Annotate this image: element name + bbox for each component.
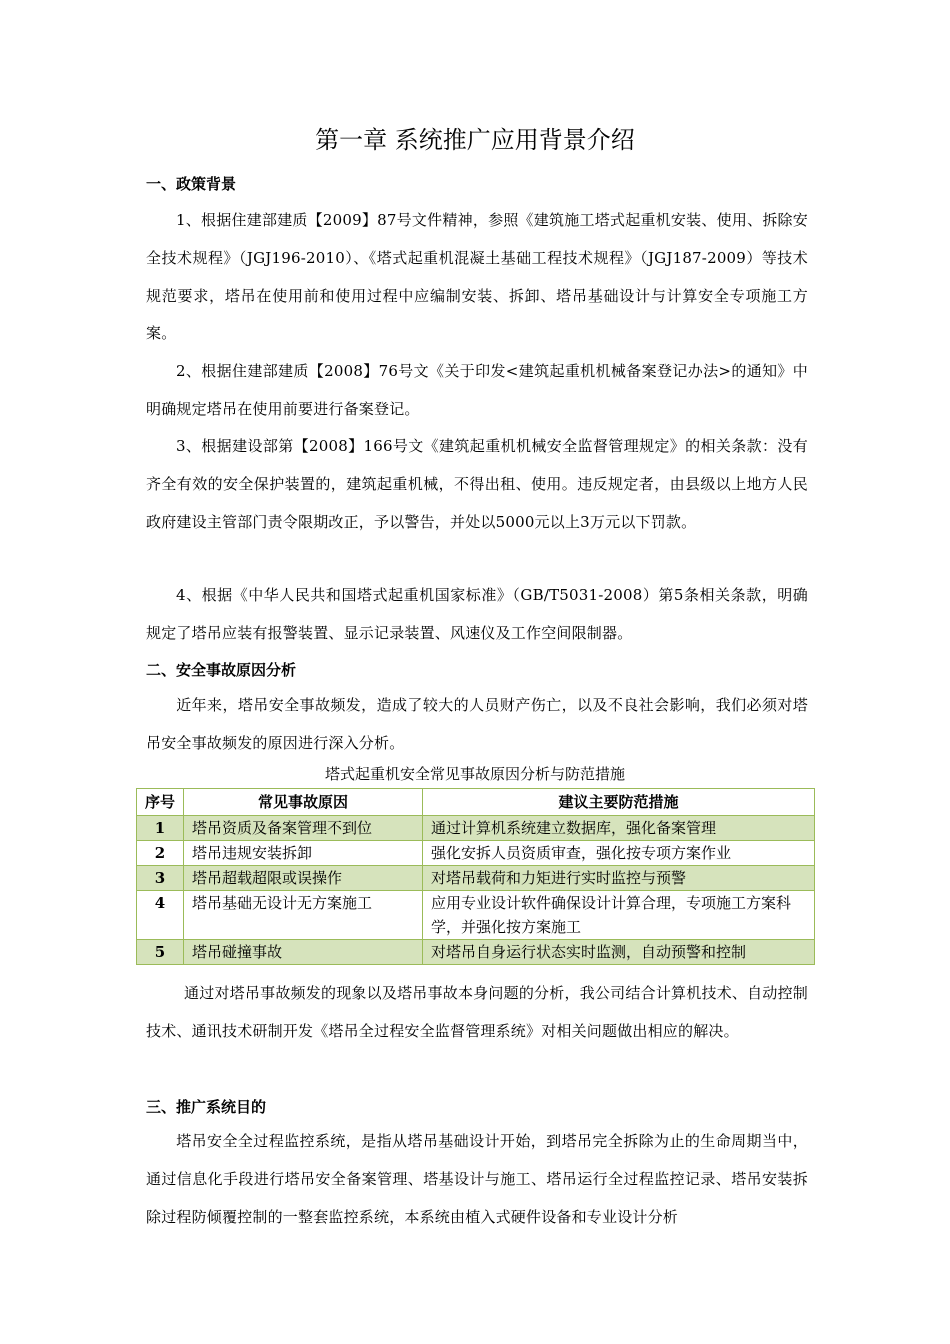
table-row bbox=[137, 940, 815, 965]
paragraph-policy-1 bbox=[146, 202, 808, 353]
row-cause: 塔吊超载超限或误操作 bbox=[184, 866, 423, 891]
section-heading-policy: 一、政策背景 bbox=[146, 175, 237, 193]
row-no: 4 bbox=[137, 891, 184, 940]
paragraph-text: 通过对塔吊事故频发的现象以及塔吊事故本身问题的分析，我公司结合计算机技术、自动控制技术、通讯技术研制开发《塔吊全过程安全监督管理系统》对相关问题做出相应的解决。 bbox=[146, 984, 808, 1040]
table-row bbox=[137, 841, 815, 866]
row-measure: 通过计算机系统建立数据库，强化备案管理 bbox=[423, 816, 815, 841]
paragraph-text: 4、根据《中华人民共和国塔式起重机国家标准》（GB/T5031-2008）第5条相关条款，明确规定了塔吊应装有报警装置、显示记录装置、风速仪及工作空间限制器。 bbox=[146, 586, 808, 642]
paragraph-text: 1、根据住建部建质【2009】87号文件精神，参照《建筑施工塔式起重机安装、使用、拆除安全技术规程》（JGJ196-2010）、《塔式起重机混凝土基础工程技术规程》（JGJ187-2009）等技术规范要求，塔吊在使用前和使用过程中应编制安装、拆卸、塔吊基础设计与计算安全专项施工方案。 bbox=[146, 211, 808, 343]
row-no: 5 bbox=[137, 940, 184, 965]
paragraph-accident-intro bbox=[146, 687, 808, 763]
paragraph-purpose bbox=[146, 1123, 808, 1236]
column-header-measure: 建议主要防范措施 bbox=[423, 789, 815, 816]
table-caption: 塔式起重机安全常见事故原因分析与防范措施 bbox=[324, 765, 625, 783]
row-cause: 塔吊基础无设计无方案施工 bbox=[184, 891, 423, 940]
paragraph-policy-4 bbox=[146, 577, 808, 653]
row-no: 1 bbox=[137, 816, 184, 841]
paragraph-text: 近年来，塔吊安全事故频发，造成了较大的人员财产伤亡，以及不良社会影响，我们必须对塔吊安全事故频发的原因进行深入分析。 bbox=[146, 696, 808, 752]
column-header-cause: 常见事故原因 bbox=[184, 789, 423, 816]
accident-table bbox=[136, 788, 815, 965]
table-row bbox=[137, 816, 815, 841]
row-cause: 塔吊资质及备案管理不到位 bbox=[184, 816, 423, 841]
paragraph-policy-3 bbox=[146, 428, 808, 541]
row-measure: 应用专业设计软件确保设计计算合理，专项施工方案科学，并强化按方案施工 bbox=[423, 891, 815, 940]
row-measure: 对塔吊载荷和力矩进行实时监控与预警 bbox=[423, 866, 815, 891]
paragraph-text: 塔吊安全全过程监控系统，是指从塔吊基础设计开始，到塔吊完全拆除为止的生命周期当中，通过信息化手段进行塔吊安全备案管理、塔基设计与施工、塔吊运行全过程监控记录、塔吊安装拆除过程防倾覆控制的一整套监控系统，本系统由植入式硬件设备和专业设计分析 bbox=[146, 1132, 808, 1226]
paragraph-analysis-result bbox=[146, 975, 808, 1051]
section-heading-accident: 二、安全事故原因分析 bbox=[146, 661, 297, 679]
table-header-row bbox=[137, 789, 815, 816]
table-row bbox=[137, 891, 815, 940]
chapter-title: 第一章 系统推广应用背景介绍 bbox=[315, 126, 635, 154]
paragraph-policy-2 bbox=[146, 353, 808, 429]
column-header-no: 序号 bbox=[137, 789, 184, 816]
row-measure: 对塔吊自身运行状态实时监测，自动预警和控制 bbox=[423, 940, 815, 965]
paragraph-text: 3、根据建设部第【2008】166号文《建筑起重机机械安全监督管理规定》的相关条款：没有齐全有效的安全保护装置的，建筑起重机械，不得出租、使用。违反规定者，由县级以上地方人民政府建设主管部门责令限期改正，予以警告，并处以5000元以上3万元以下罚款。 bbox=[146, 437, 808, 531]
table-row bbox=[137, 866, 815, 891]
row-no: 3 bbox=[137, 866, 184, 891]
section-heading-purpose: 三、推广系统目的 bbox=[146, 1098, 267, 1116]
paragraph-text: 2、根据住建部建质【2008】76号文《关于印发<建筑起重机机械备案登记办法>的通知》中明确规定塔吊在使用前要进行备案登记。 bbox=[146, 362, 808, 418]
row-cause: 塔吊碰撞事故 bbox=[184, 940, 423, 965]
row-no: 2 bbox=[137, 841, 184, 866]
row-cause: 塔吊违规安装拆卸 bbox=[184, 841, 423, 866]
row-measure: 强化安拆人员资质审查，强化按专项方案作业 bbox=[423, 841, 815, 866]
